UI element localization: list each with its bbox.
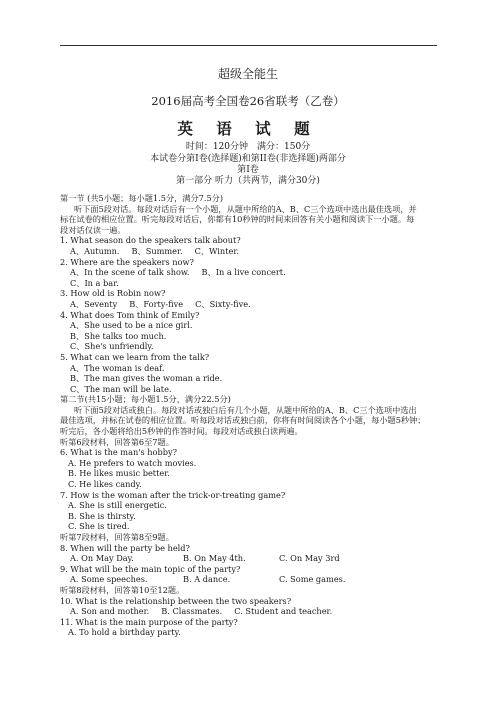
question-stem: 5. What can we learn from the talk? (60, 351, 210, 362)
volume-line: 第I卷 (237, 165, 259, 175)
option-c: C、Sixty-five. (195, 298, 251, 309)
brand-title: 超级全能生 (217, 67, 278, 81)
material-note: 听第8段材料，回答第10至12题。 (60, 584, 185, 595)
question-options (60, 267, 438, 278)
section2-heading: 第二节(共15小题；每小题1.5分，满分22.5分) (60, 394, 231, 405)
exam-body (60, 193, 438, 638)
option-a: A、Autumn. (70, 245, 120, 256)
section2-instruction-line: 听完后，各小题将给出5秒钟的作答时间。每段对话或独白读两遍。 (60, 426, 303, 437)
subject-title: 英 语 试 题 (177, 119, 319, 138)
section2-instruction-line: 最佳选项，并标在试卷的相应位置。听每段对话或独白前，你将有时间阅读各个小题，每小题5秒钟； (60, 415, 426, 426)
option-a: A. Son and mother. (70, 606, 150, 617)
option-a: A、In the scene of talk show. (70, 267, 190, 278)
question-stem: 4. What does Tom think of Emily? (60, 309, 200, 320)
option-a: A. He prefers to watch movies. (68, 457, 197, 468)
option-a: A、The woman is deaf. (70, 362, 165, 373)
option-a: A、She used to be a nice girl. (70, 320, 193, 331)
time-score-line: 时间：120分钟 满分：150分 (185, 142, 311, 152)
option-a: A. Some speeches. (70, 574, 148, 585)
question-stem: 7. How is the woman after the trick-or-treating game? (60, 489, 286, 500)
option-c: C. He likes candy. (68, 479, 142, 490)
section1-heading: 第一节 (共5小题；每小题1.5分，满分7.5分) (60, 193, 224, 203)
option-c: C. On May 3rd (279, 553, 340, 564)
question-stem: 11. What is the main purpose of the party? (60, 616, 238, 627)
question-options (60, 574, 438, 585)
option-a: A. To hold a birthday party. (68, 627, 181, 638)
option-c: C、In a bar. (70, 277, 119, 288)
material-note: 听第7段材料，回答第8至9题。 (60, 532, 174, 542)
part-one-heading: 第一部分 听力（共两节，满分30分) (176, 176, 320, 186)
option-b: B. Classmates. (161, 606, 223, 617)
option-b: B. On May 4th. (183, 553, 246, 564)
question-stem: 10. What is the relationship between the two speakers? (60, 595, 292, 606)
structure-line: 本试卷分第I卷(选择题)和第II卷(非选择题)两部分 (150, 154, 346, 164)
option-c: C、The man will be late. (70, 383, 172, 394)
option-b: B. She is thirsty. (68, 510, 136, 521)
option-b: B、In a live concert. (201, 267, 286, 278)
material-note: 听第6段材料，回答第6至7题。 (60, 436, 174, 447)
question-stem: 3. How old is Robin now? (60, 288, 166, 299)
option-c: C、She's unfriendly. (70, 341, 154, 352)
option-b: B、Forty-five (129, 298, 184, 309)
question-options (60, 299, 438, 310)
section1-instruction-line: 段对话仅读一遍。 (60, 224, 126, 235)
section1-instruction-line: 听下面5段对话。每段对话后有一个小题，从题中所给的A、B、C三个选项中选出最佳选项，并 (74, 203, 417, 214)
option-c: C、Winter. (194, 245, 239, 256)
question-stem: 2. Where are the speakers now? (60, 256, 194, 267)
option-b: B. He likes music better. (68, 468, 170, 479)
exam-title: 2016届高考全国卷26省联考（乙卷） (151, 94, 345, 108)
option-b: B. A dance. (183, 574, 231, 585)
section1-instruction-line: 标在试卷的相应位置。听完每段对话后，你都有10秒钟的时间来回答有关小题和阅读下一小题。每 (60, 214, 415, 225)
option-a: A. She is still energetic. (68, 500, 167, 511)
option-b: B、She talks too much. (70, 330, 167, 341)
option-c: C. She is tired. (68, 521, 130, 532)
question-stem: 8. When will the party be held? (60, 542, 190, 553)
header-rule (60, 45, 437, 46)
section2-instruction-line: 听下面5段对话或独白。每段对话或独白后有几个小题，从题中所给的A、B、C三个选项中选出 (74, 404, 417, 415)
option-c: C. Student and teacher. (234, 606, 333, 617)
option-a: A. On May Day. (70, 553, 134, 564)
option-b: B、The man gives the woman a ride. (70, 373, 223, 384)
question-stem: 6. What is the man's hobby? (60, 447, 177, 458)
question-stem: 1. What season do the speakers talk about? (60, 235, 241, 246)
option-a: A、Seventy (70, 298, 118, 309)
option-b: B、Summer. (131, 245, 183, 256)
question-options (60, 553, 438, 564)
question-stem: 9. What will be the main topic of the party? (60, 563, 241, 574)
question-options (60, 246, 438, 257)
option-c: C. Some games. (279, 574, 346, 585)
question-options (60, 606, 438, 617)
